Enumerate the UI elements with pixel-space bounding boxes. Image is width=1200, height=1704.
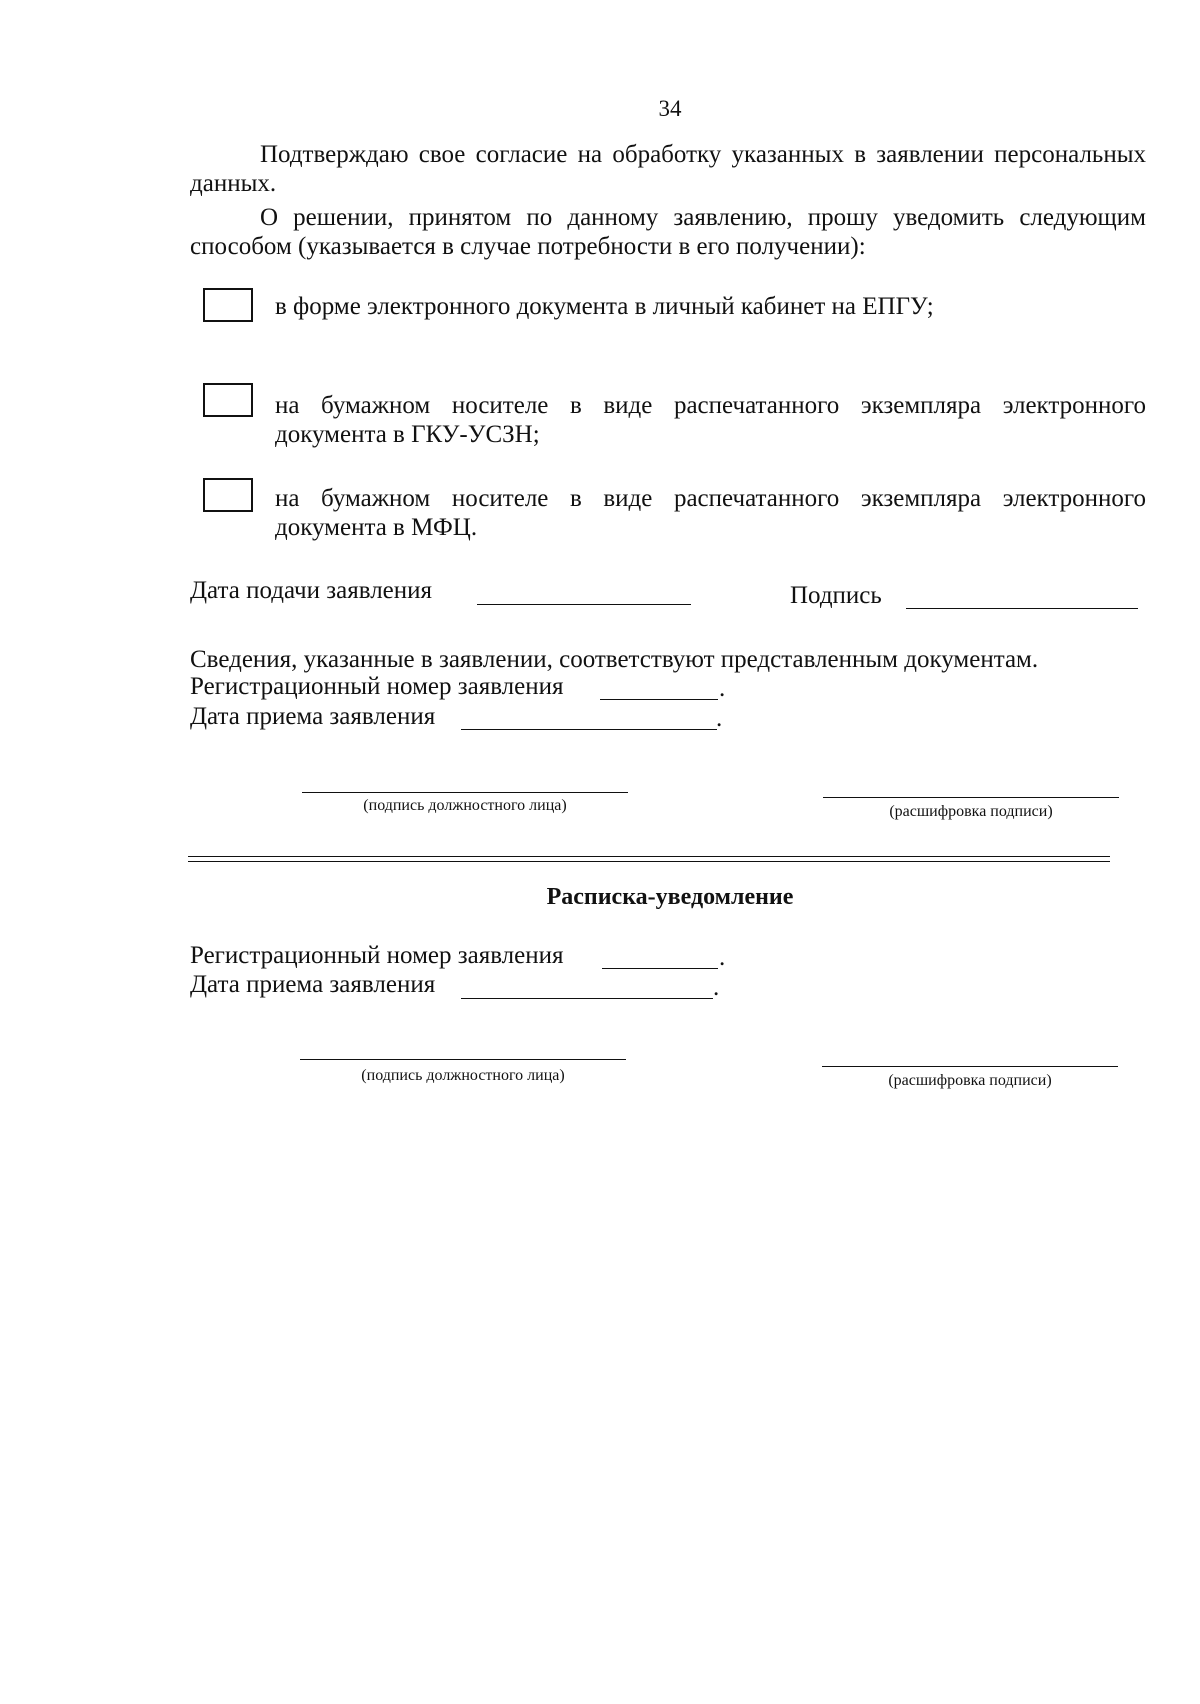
- acceptance-date-label: Дата приема заявления: [190, 703, 436, 730]
- receipt-acceptance-date-label: Дата приема заявления: [190, 971, 436, 998]
- option-gku-uszn-checkbox[interactable]: [203, 383, 253, 417]
- receipt-signature-decoding-caption: (расшифровка подписи): [888, 1072, 1052, 1089]
- official-signature-line[interactable]: [302, 792, 628, 793]
- signature-decoding-caption: (расшифровка подписи): [889, 803, 1053, 820]
- registration-number-field[interactable]: [600, 699, 718, 700]
- receipt-title: Расписка-уведомление: [546, 884, 794, 910]
- page-number: 34: [658, 96, 682, 121]
- receipt-registration-number-field[interactable]: [602, 968, 718, 969]
- signature-label: Подпись: [790, 582, 882, 609]
- receipt-registration-number-label: Регистрационный номер заявления: [190, 942, 564, 969]
- receipt-signature-decoding-line[interactable]: [822, 1066, 1118, 1067]
- signature-decoding-line[interactable]: [823, 797, 1119, 798]
- submission-date-field[interactable]: [477, 604, 691, 605]
- receipt-official-signature-caption: (подпись должностного лица): [361, 1067, 565, 1084]
- separator-line-bottom: [188, 861, 1110, 862]
- acceptance-date-period: .: [716, 705, 723, 732]
- signature-field[interactable]: [906, 608, 1138, 609]
- registration-number-label: Регистрационный номер заявления: [190, 673, 564, 700]
- receipt-acceptance-date-period: .: [713, 974, 720, 1001]
- separator-line-top: [188, 856, 1110, 857]
- notification-method-paragraph: О решении, принятом по данному заявлению, прошу уведомить следующим способом (указывается в случае потребности в его получении):: [190, 204, 1146, 260]
- option-epgu-checkbox[interactable]: [203, 288, 253, 322]
- option-mfc-label: на бумажном носителе в виде распечатанного экземпляра электронного документа в МФЦ.: [275, 485, 1146, 541]
- consent-paragraph: Подтверждаю свое согласие на обработку указанных в заявлении персональных данных.: [190, 141, 1146, 197]
- receipt-acceptance-date-field[interactable]: [461, 998, 713, 999]
- official-signature-caption: (подпись должностного лица): [363, 797, 567, 814]
- acceptance-date-field[interactable]: [461, 729, 717, 730]
- option-mfc-checkbox[interactable]: [203, 478, 253, 512]
- submission-date-label: Дата подачи заявления: [190, 577, 433, 604]
- receipt-registration-number-period: .: [719, 944, 726, 971]
- option-epgu-label: в форме электронного документа в личный кабинет на ЕПГУ;: [275, 293, 934, 320]
- receipt-official-signature-line[interactable]: [300, 1059, 626, 1060]
- verification-statement: Сведения, указанные в заявлении, соответствуют представленным документам.: [190, 646, 1039, 673]
- registration-number-period: .: [719, 675, 726, 702]
- option-gku-uszn-label: на бумажном носителе в виде распечатанного экземпляра электронного документа в ГКУ-УСЗН;: [275, 392, 1146, 448]
